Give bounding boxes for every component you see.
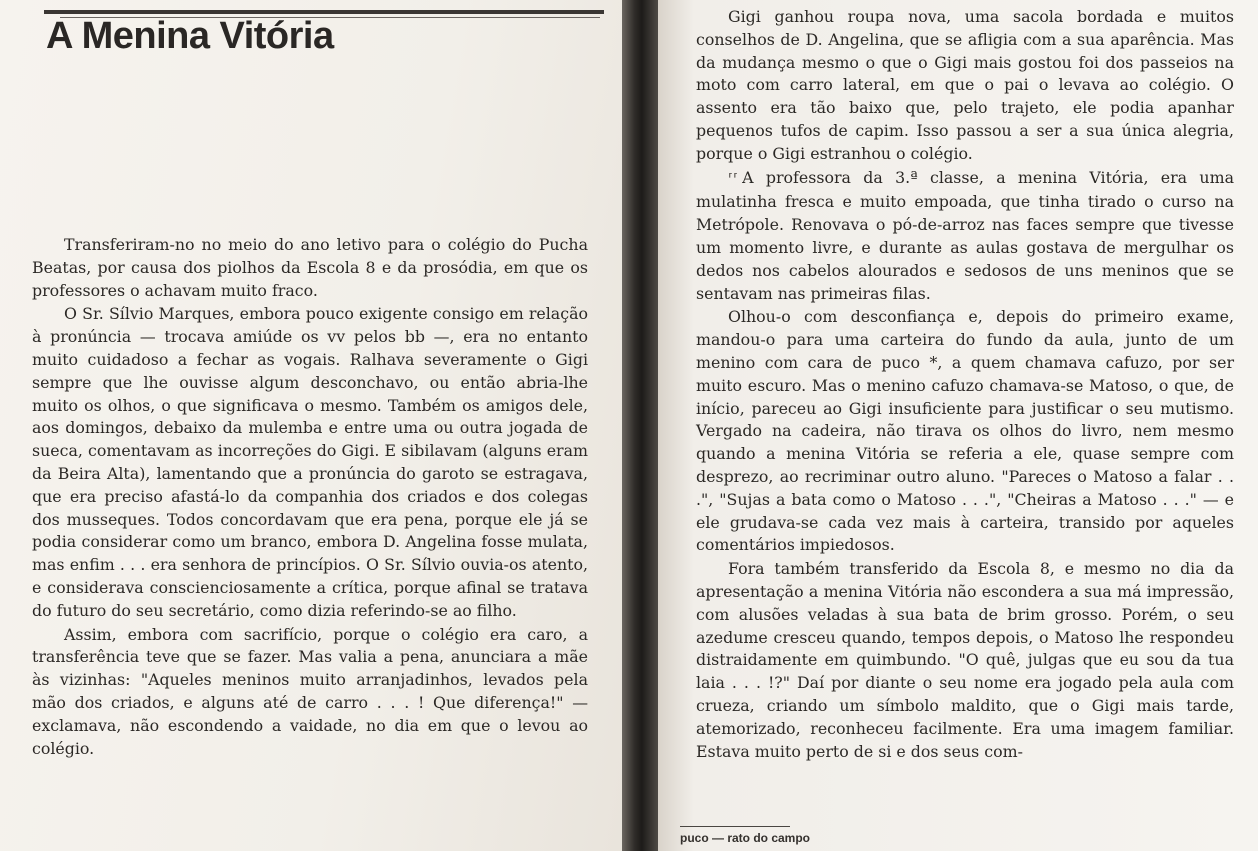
right-text-column <box>696 6 1234 764</box>
paragraph: Gigi ganhou roupa nova, uma sacola bordada e muitos conselhos de D. Angelina, que se afligia com a sua aparência. Mas da mudança mesmo o que o Gigi mais gostou foi dos passeios na moto com carro lateral, em que o pai o levava ao colégio. O assento era tão baixo que, pelo trajeto, ele podia apanhar pequenos tufos de capim. Isso passou a ser a sua única alegria, porque o Gigi estranhou o colégio. <box>696 7 1234 163</box>
paragraph: Olhou-o com desconfiança e, depois do primeiro exame, mandou-o para uma carteira do fundo da aula, junto de um menino com cara de puco *, a quem chamava cafuzo, por ser muito escuro. Mas o menino cafuzo chamava-se Matoso, o que, de início, pareceu ao Gigi insuficiente para justificar o seu mutismo. Vergado na cadeira, não tirava os olhos do livro, nem mesmo quando a menina Vitória se referia a ele, quase sempre com desprezo, ao recriminar outro aluno. "Pareces o Matoso a falar . . .", "Sujas a bata como o Matoso . . .", "Cheiras a Matoso . . ." — e ele grudava-se cada vez mais à carteira, transido por aqueles comentários impiedosos. <box>696 307 1234 555</box>
left-text-column <box>32 234 588 761</box>
paragraph: O Sr. Sílvio Marques, embora pouco exigente consigo em relação à pronúncia — trocava amiúde os vv pelos bb —, era no entanto muito cuidadoso a fechar as vogais. Ralhava severamente o Gigi sempre que lhe ouvisse algum desconchavo, ou então abria-lhe muito os olhos, o que significava o mesmo. Também os amigos dele, aos domingos, debaixo da mulemba e entre uma ou outra jogada de sueca, comentavam as incorreções do Gigi. E sibilavam (alguns eram da Beira Alta), lamentando que a pronúncia do garoto se estragava, que era preciso afastá-lo da companhia dos criados e dos colegas dos musseques. Todos concordavam que era pena, porque ele já se podia considerar como um branco, embora D. Angelina fosse mulata, mas enfim . . . era senhora de princípios. O Sr. Sílvio ouvia-os atento, e considerava conscienciosamente a crítica, porque afinal se tratava do futuro do seu secretário, como dizia referindo-se ao filho. <box>32 304 588 620</box>
title-rule <box>44 10 604 14</box>
paragraph: Fora também transferido da Escola 8, e mesmo no dia da apresentação a menina Vitória não escondera a sua má impressão, com alusões veladas à sua bata de brim grosso. Porém, o seu azedume cresceu quando, tempos depois, o Matoso lhe respondeu distraidamente em quimbundo. "O quê, julgas que eu sou da tua laia . . . !?" Daí por diante o seu nome era jogado pela aula com crueza, criando um símbolo maldito, que o Gigi mais tarde, atemorizado, reconheceu facilmente. Era uma imagem familiar. Estava muito perto de si e dos seus com- <box>696 559 1234 761</box>
pencil-mark-icon: ⸢⸢ <box>728 171 739 187</box>
paragraph-text: A professora da 3.ª classe, a menina Vitória, era uma mulatinha fresca e muito empoada, que tinha tirado o curso na Metrópole. Renovava o pó-de-arroz nas faces sempre que tivesse um momento livre, e durante as aulas gostava de mergulhar os dedos nos cabelos alourados e sedosos de uns meninos que se sentavam nas primeiras filas. <box>696 167 1234 303</box>
page-title: A Menina Vitória <box>46 15 334 57</box>
footnote-rule <box>680 826 790 827</box>
book-gutter <box>622 0 658 851</box>
footnote: puco — rato do campo <box>680 831 811 845</box>
paragraph: Transferiram-no no meio do ano letivo para o colégio do Pucha Beatas, por causa dos piolhos da Escola 8 e da prosódia, em que os professores o achavam muito fraco. <box>32 235 588 300</box>
paragraph: Assim, embora com sacrifício, porque o colégio era caro, a transferência teve que se fazer. Mas valia a pena, anunciara a mãe às vizinhas: "Aqueles meninos muito arranjadinhos, levados pela mão dos criados, e alguns até de carro . . . ! Que diferença!" — exclamava, não escondendo a vaidade, no dia em que o levou ao colégio. <box>32 624 588 758</box>
paragraph-with-mark <box>696 167 1234 306</box>
